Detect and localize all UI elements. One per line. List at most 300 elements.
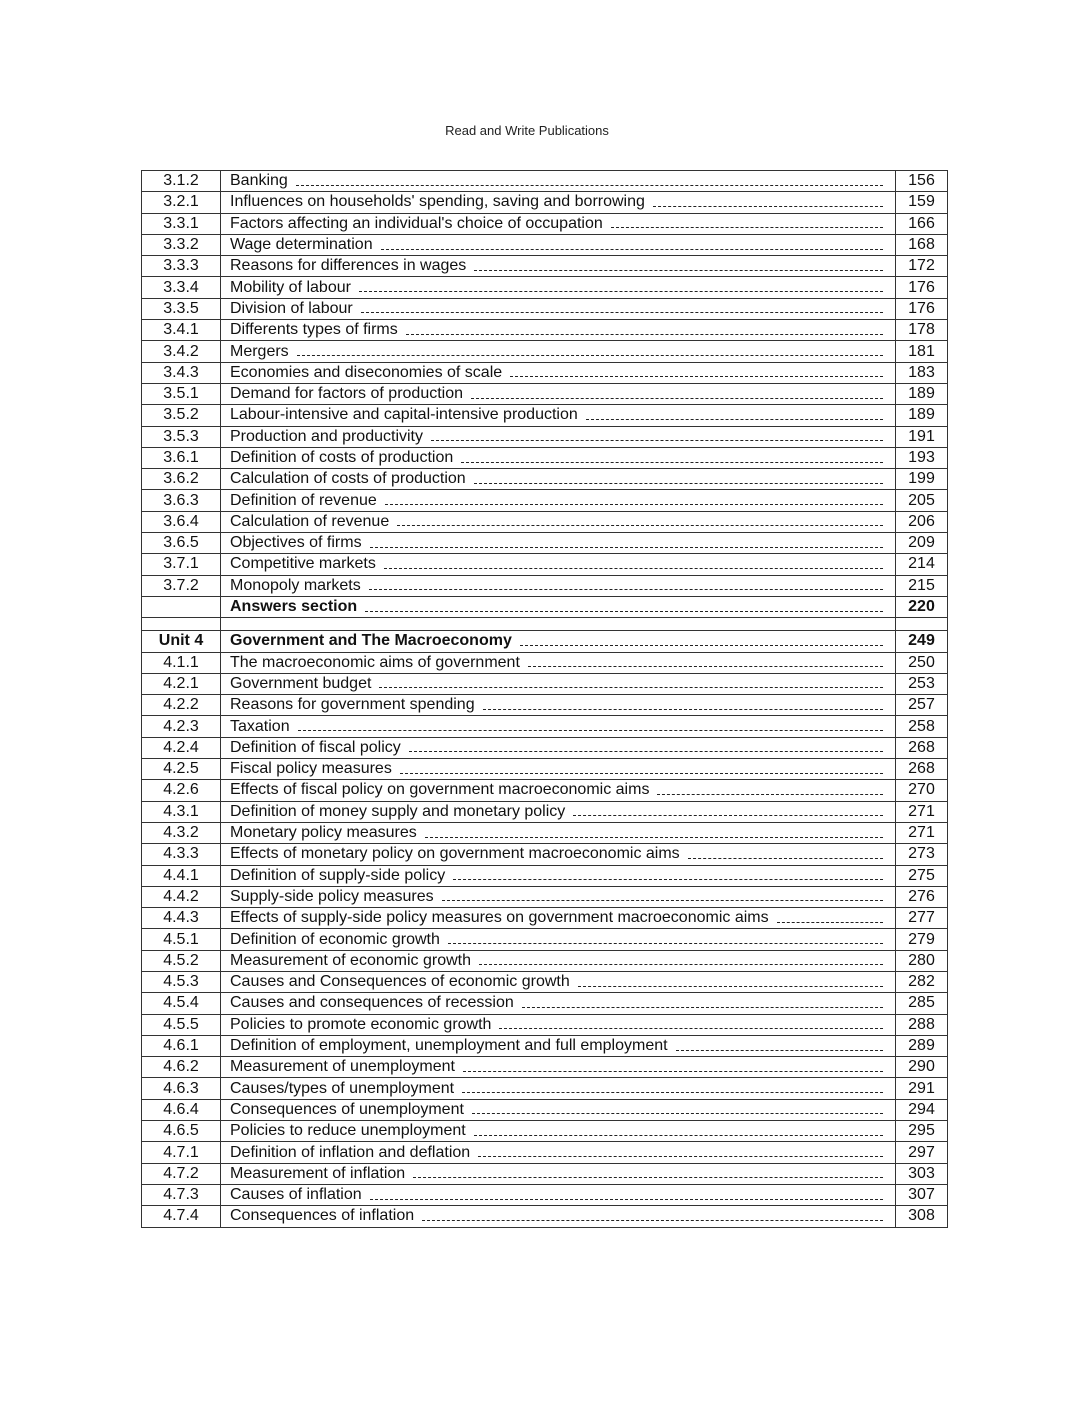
section-title: Answers section: [230, 598, 358, 616]
section-number: 3.2.1: [142, 192, 221, 213]
page-number: [896, 618, 948, 631]
section-number: 4.6.2: [142, 1057, 221, 1078]
section-title: Policies to promote economic growth: [230, 1015, 492, 1033]
dot-leader: [365, 611, 883, 612]
dot-leader: [409, 751, 883, 752]
section-number: 3.6.2: [142, 469, 221, 490]
page-number: 282: [896, 971, 948, 992]
section-number: 3.4.2: [142, 341, 221, 362]
dot-leader: [381, 249, 883, 250]
toc-row: [142, 865, 948, 886]
section-title-cell: [221, 277, 896, 298]
page-number: 257: [896, 695, 948, 716]
toc-row: [142, 554, 948, 575]
section-title-cell: [221, 759, 896, 780]
page-number: 215: [896, 575, 948, 596]
dot-leader: [296, 185, 883, 186]
page-number: 156: [896, 171, 948, 192]
section-title-cell: [221, 575, 896, 596]
section-number: 3.7.1: [142, 554, 221, 575]
section-title: Calculation of costs of production: [230, 470, 466, 488]
section-title: Measurement of economic growth: [230, 951, 471, 969]
section-number: 4.6.4: [142, 1099, 221, 1120]
page-number: 297: [896, 1142, 948, 1163]
section-number: 4.5.1: [142, 929, 221, 950]
section-title-cell: [221, 1206, 896, 1227]
section-title: Monetary policy measures: [230, 824, 417, 842]
section-number: 4.7.3: [142, 1184, 221, 1205]
page-number: 159: [896, 192, 948, 213]
section-title-cell: [221, 469, 896, 490]
page-number: 214: [896, 554, 948, 575]
section-title-cell: [221, 908, 896, 929]
section-number: 4.2.1: [142, 673, 221, 694]
section-title-cell: [221, 993, 896, 1014]
section-title: Definition of fiscal policy: [230, 738, 401, 756]
section-title-cell: [221, 447, 896, 468]
dot-leader: [297, 355, 883, 356]
dot-leader: [442, 900, 883, 901]
toc-row: [142, 234, 948, 255]
section-title: Causes of inflation: [230, 1186, 362, 1204]
section-title: Definition of employment, unemployment and full employment: [230, 1037, 668, 1055]
toc-row: [142, 716, 948, 737]
toc-row: [142, 192, 948, 213]
section-title: Demand for factors of production: [230, 385, 464, 403]
page-number: 275: [896, 865, 948, 886]
section-number: 3.3.5: [142, 298, 221, 319]
section-title: Economies and diseconomies of scale: [230, 363, 503, 381]
toc-row: [142, 971, 948, 992]
section-title: Supply-side policy measures: [230, 887, 434, 905]
section-title-cell: [221, 1014, 896, 1035]
toc-row: [142, 405, 948, 426]
toc-row: [142, 171, 948, 192]
section-title-cell: [221, 716, 896, 737]
page-number: 199: [896, 469, 948, 490]
section-number: 4.6.5: [142, 1121, 221, 1142]
section-number: 4.1.1: [142, 652, 221, 673]
toc-row: [142, 1184, 948, 1205]
section-title-cell: [221, 213, 896, 234]
dot-leader: [474, 270, 883, 271]
dot-leader: [385, 504, 883, 505]
section-number: 4.3.3: [142, 844, 221, 865]
section-number: 3.6.5: [142, 533, 221, 554]
page-number: 268: [896, 737, 948, 758]
page-number: 166: [896, 213, 948, 234]
toc-row: [142, 426, 948, 447]
toc-row: [142, 596, 948, 617]
dot-leader: [413, 1177, 883, 1178]
section-number: 3.5.2: [142, 405, 221, 426]
toc-row: [142, 1206, 948, 1227]
page-number: 276: [896, 886, 948, 907]
toc-row: [142, 993, 948, 1014]
page-number: 303: [896, 1163, 948, 1184]
toc-row: [142, 929, 948, 950]
toc-row: [142, 1035, 948, 1056]
section-number: 4.6.1: [142, 1035, 221, 1056]
section-title-cell: [221, 320, 896, 341]
section-title-cell: [221, 1078, 896, 1099]
section-number: 4.2.3: [142, 716, 221, 737]
section-title: Definition of money supply and monetary policy: [230, 802, 566, 820]
section-number: 4.7.2: [142, 1163, 221, 1184]
section-title-cell: [221, 695, 896, 716]
toc-row: [142, 1078, 948, 1099]
page-number: 181: [896, 341, 948, 362]
section-title: Causes and consequences of recession: [230, 994, 514, 1012]
toc-row: [142, 575, 948, 596]
section-title-cell: [221, 490, 896, 511]
section-title: Objectives of firms: [230, 534, 362, 552]
section-number: 4.7.1: [142, 1142, 221, 1163]
section-title-cell: [221, 652, 896, 673]
page-number: 176: [896, 298, 948, 319]
dot-leader: [528, 666, 883, 667]
section-title: Consequences of unemployment: [230, 1100, 464, 1118]
section-title-cell: [221, 1163, 896, 1184]
dot-leader: [406, 334, 883, 335]
section-number: 4.5.5: [142, 1014, 221, 1035]
dot-leader: [586, 419, 883, 420]
section-title-cell: [221, 533, 896, 554]
dot-leader: [370, 547, 883, 548]
dot-leader: [653, 206, 883, 207]
page-number: 205: [896, 490, 948, 511]
section-title-cell: [221, 1121, 896, 1142]
section-number: 4.4.3: [142, 908, 221, 929]
toc-row: [142, 1142, 948, 1163]
section-title-cell: [221, 780, 896, 801]
section-number: 4.2.2: [142, 695, 221, 716]
section-title-cell: [221, 1057, 896, 1078]
section-number: 3.1.2: [142, 171, 221, 192]
section-title-cell: [221, 822, 896, 843]
section-number: 3.5.3: [142, 426, 221, 447]
section-title: Competitive markets: [230, 555, 376, 573]
dot-leader: [397, 525, 883, 526]
toc-row: [142, 490, 948, 511]
toc-row: [142, 737, 948, 758]
section-number: 4.6.3: [142, 1078, 221, 1099]
section-number: 4.2.6: [142, 780, 221, 801]
toc-row: [142, 886, 948, 907]
section-number: 4.5.3: [142, 971, 221, 992]
dot-leader: [298, 730, 883, 731]
dot-leader: [522, 1007, 883, 1008]
section-title-cell: [221, 298, 896, 319]
toc-row: [142, 695, 948, 716]
dot-leader: [499, 1028, 883, 1029]
section-title-cell: [221, 596, 896, 617]
section-title: Causes/types of unemployment: [230, 1079, 455, 1097]
section-number: 3.5.1: [142, 383, 221, 404]
dot-leader: [462, 1092, 883, 1093]
section-title-cell: [221, 929, 896, 950]
section-title: Government and The Macroeconomy: [230, 632, 512, 650]
toc-row: [142, 1099, 948, 1120]
toc-row: [142, 673, 948, 694]
section-number: 3.6.3: [142, 490, 221, 511]
dot-leader: [688, 858, 883, 859]
dot-leader: [471, 398, 883, 399]
section-title: Government budget: [230, 674, 372, 692]
toc-row: [142, 277, 948, 298]
section-title: Monopoly markets: [230, 576, 361, 594]
section-number: 4.5.4: [142, 993, 221, 1014]
section-number: 3.3.1: [142, 213, 221, 234]
section-title: Differents types of firms: [230, 321, 398, 339]
section-number: [142, 618, 221, 631]
page-number: 258: [896, 716, 948, 737]
section-title-cell: [221, 1184, 896, 1205]
dot-leader: [370, 1199, 883, 1200]
page-number: 290: [896, 1057, 948, 1078]
page-number: 291: [896, 1078, 948, 1099]
page-number: 271: [896, 801, 948, 822]
toc-row: [142, 822, 948, 843]
toc-row: [142, 759, 948, 780]
page-number: 189: [896, 383, 948, 404]
section-title: Division of labour: [230, 299, 353, 317]
section-number: Unit 4: [142, 631, 221, 652]
page-header: Read and Write Publications: [445, 123, 609, 138]
toc-row: [142, 950, 948, 971]
section-number: 4.5.2: [142, 950, 221, 971]
dot-leader: [611, 227, 883, 228]
toc-row: [142, 780, 948, 801]
page-number: 176: [896, 277, 948, 298]
toc-row: [142, 469, 948, 490]
section-title: Production and productivity: [230, 427, 423, 445]
section-title-cell: [221, 950, 896, 971]
dot-leader: [379, 687, 883, 688]
table-of-contents: [141, 170, 948, 1228]
dot-leader: [384, 568, 883, 569]
page-number: 206: [896, 511, 948, 532]
toc-row: [142, 1121, 948, 1142]
section-title: Consequences of inflation: [230, 1207, 415, 1225]
section-title-cell: [221, 801, 896, 822]
section-title: Effects of monetary policy on government macroeconomic aims: [230, 845, 680, 863]
section-title: The macroeconomic aims of government: [230, 653, 520, 671]
section-title-cell: [221, 737, 896, 758]
dot-leader: [453, 879, 883, 880]
page-number: 189: [896, 405, 948, 426]
toc-row: [142, 362, 948, 383]
page-number: 172: [896, 256, 948, 277]
page-number: 288: [896, 1014, 948, 1035]
page-number: 209: [896, 533, 948, 554]
dot-leader: [520, 645, 883, 646]
section-title: Definition of costs of production: [230, 449, 454, 466]
section-title: Mobility of labour: [230, 278, 351, 296]
dot-leader: [657, 794, 883, 795]
section-title: Calculation of revenue: [230, 512, 390, 530]
page-number: 168: [896, 234, 948, 255]
section-title-cell: [221, 554, 896, 575]
dot-leader: [431, 440, 883, 441]
section-number: 4.4.2: [142, 886, 221, 907]
dot-leader: [369, 589, 883, 590]
section-title-cell: [221, 844, 896, 865]
toc-row: [142, 533, 948, 554]
section-title-cell: [221, 511, 896, 532]
section-title: Definition of economic growth: [230, 930, 440, 948]
dot-leader: [676, 1050, 883, 1051]
page-number: 273: [896, 844, 948, 865]
section-title: Wage determination: [230, 236, 373, 254]
toc-row: [142, 908, 948, 929]
section-number: 3.4.3: [142, 362, 221, 383]
section-title-cell: [221, 362, 896, 383]
dot-leader: [400, 773, 883, 774]
page-number: 270: [896, 780, 948, 801]
dot-leader: [777, 922, 883, 923]
page-number: 308: [896, 1206, 948, 1227]
dot-leader: [359, 291, 883, 292]
toc-row: [142, 652, 948, 673]
toc-row: [142, 383, 948, 404]
dot-leader: [361, 312, 883, 313]
section-title: Banking: [230, 172, 288, 190]
dot-leader: [422, 1220, 883, 1221]
page-number: 295: [896, 1121, 948, 1142]
section-title: Effects of fiscal policy on government macroeconomic aims: [230, 781, 650, 799]
section-number: 3.6.4: [142, 511, 221, 532]
toc-row: [142, 320, 948, 341]
section-title: Labour-intensive and capital-intensive production: [230, 406, 578, 424]
dot-leader: [472, 1113, 883, 1114]
section-title: Influences on households' spending, saving and borrowing: [230, 193, 645, 211]
section-number: 3.3.2: [142, 234, 221, 255]
dot-leader: [448, 943, 883, 944]
page-number: 289: [896, 1035, 948, 1056]
page-number: 279: [896, 929, 948, 950]
page-number: 253: [896, 673, 948, 694]
dot-leader: [463, 1071, 883, 1072]
page-number: 294: [896, 1099, 948, 1120]
dot-leader: [510, 376, 883, 377]
page-number: 249: [896, 631, 948, 652]
page-number: 277: [896, 908, 948, 929]
section-number: 3.4.1: [142, 320, 221, 341]
section-title: Reasons for differences in wages: [230, 257, 467, 275]
section-number: 4.3.1: [142, 801, 221, 822]
section-title: Reasons for government spending: [230, 696, 475, 714]
section-title-cell: [221, 865, 896, 886]
page-number: 178: [896, 320, 948, 341]
dot-leader: [483, 709, 883, 710]
section-title: Measurement of unemployment: [230, 1058, 455, 1076]
section-title: Definition of inflation and deflation: [230, 1143, 471, 1161]
section-number: 4.4.1: [142, 865, 221, 886]
section-title: Factors affecting an individual's choice of occupation: [230, 214, 603, 232]
section-title-cell: [221, 192, 896, 213]
section-title-cell: [221, 631, 896, 652]
page-number: 280: [896, 950, 948, 971]
section-title-cell: [221, 341, 896, 362]
toc-row: [142, 1163, 948, 1184]
dot-leader: [474, 1135, 883, 1136]
toc-row: [142, 447, 948, 468]
section-title: Taxation: [230, 717, 290, 735]
toc-row: [142, 298, 948, 319]
toc-row: [142, 801, 948, 822]
section-title: Causes and Consequences of economic growth: [230, 973, 570, 991]
section-title-cell: [221, 405, 896, 426]
page-number: 183: [896, 362, 948, 383]
section-title-cell: [221, 1099, 896, 1120]
dot-leader: [578, 986, 883, 987]
dot-leader: [573, 815, 883, 816]
toc-row: [142, 631, 948, 652]
page-number: 307: [896, 1184, 948, 1205]
section-title: Fiscal policy measures: [230, 760, 392, 778]
section-title: Effects of supply-side policy measures on government macroeconomic aims: [230, 909, 769, 927]
section-title: Definition of revenue: [230, 491, 377, 509]
page-number: 271: [896, 822, 948, 843]
dot-leader: [425, 837, 883, 838]
section-title-cell: [221, 1035, 896, 1056]
section-title-cell: [221, 426, 896, 447]
section-number: 4.2.4: [142, 737, 221, 758]
section-title: Definition of supply-side policy: [230, 866, 446, 884]
page-number: 268: [896, 759, 948, 780]
section-number: 4.7.4: [142, 1206, 221, 1227]
toc-row: [142, 511, 948, 532]
dot-leader: [474, 483, 883, 484]
section-number: [142, 596, 221, 617]
section-title-cell: [221, 256, 896, 277]
section-title-cell: [221, 1142, 896, 1163]
section-title-cell: [221, 171, 896, 192]
page-number: 285: [896, 993, 948, 1014]
section-title: Mergers: [230, 342, 289, 360]
page-number: 193: [896, 447, 948, 468]
section-number: 3.6.1: [142, 447, 221, 468]
section-number: 3.7.2: [142, 575, 221, 596]
toc-row: [142, 1057, 948, 1078]
section-title-cell: [221, 886, 896, 907]
section-title-cell: [221, 971, 896, 992]
section-number: 4.2.5: [142, 759, 221, 780]
section-title-cell: [221, 618, 896, 631]
toc-row: [142, 213, 948, 234]
dot-leader: [461, 462, 883, 463]
toc-row: [142, 1014, 948, 1035]
dot-leader: [479, 964, 883, 965]
section-number: 3.3.4: [142, 277, 221, 298]
section-title-cell: [221, 383, 896, 404]
dot-leader: [478, 1156, 883, 1157]
toc-row: [142, 618, 948, 631]
toc-row: [142, 341, 948, 362]
section-title-cell: [221, 673, 896, 694]
page-number: 250: [896, 652, 948, 673]
toc-row: [142, 256, 948, 277]
toc-row: [142, 844, 948, 865]
section-number: 4.3.2: [142, 822, 221, 843]
section-number: 3.3.3: [142, 256, 221, 277]
page-number: 220: [896, 596, 948, 617]
section-title: Policies to reduce unemployment: [230, 1122, 466, 1140]
section-title-cell: [221, 234, 896, 255]
section-title: Measurement of inflation: [230, 1164, 406, 1182]
page-number: 191: [896, 426, 948, 447]
